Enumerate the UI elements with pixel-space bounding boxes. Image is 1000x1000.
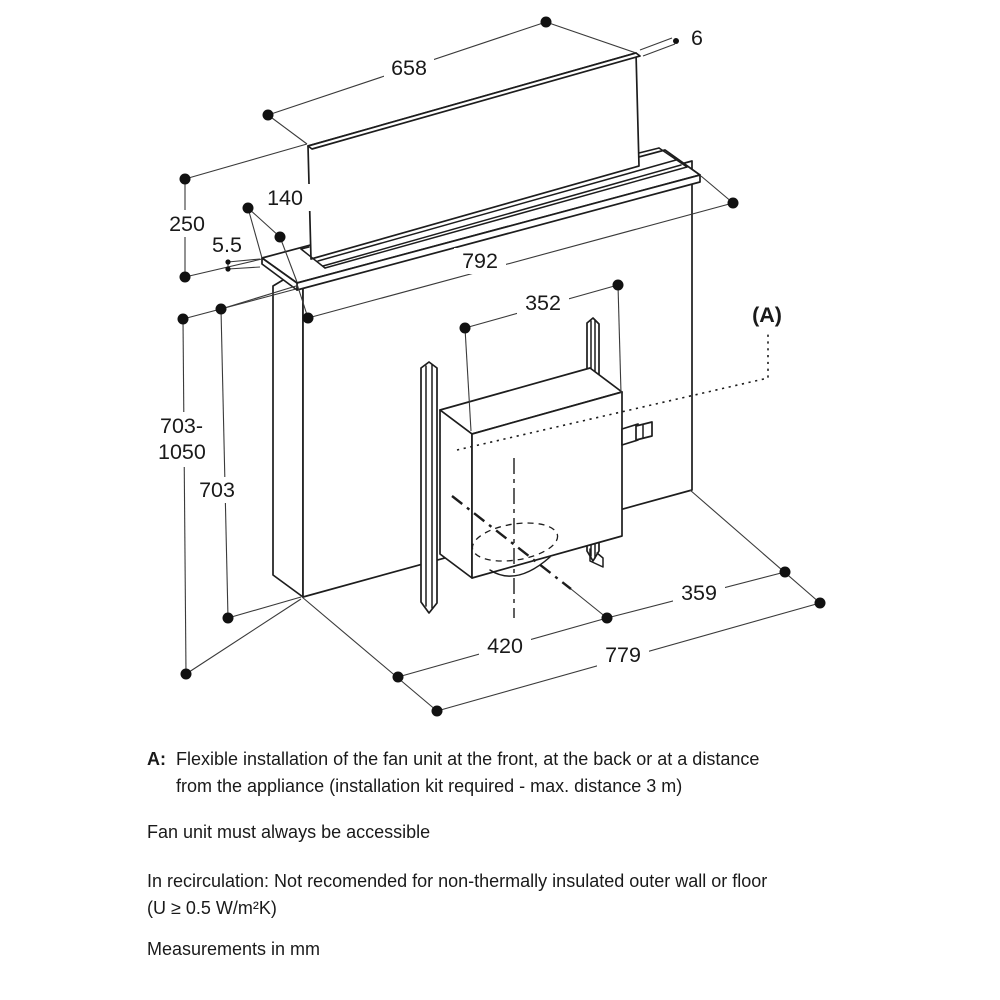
left-mounting-rail bbox=[421, 362, 437, 613]
note-accessibility: Fan unit must always be accessible bbox=[147, 822, 431, 842]
notes-block bbox=[147, 746, 887, 963]
dim-6-label: 6 bbox=[691, 26, 703, 50]
note-a-line2: from the appliance (installation kit required - max. distance 3 m) bbox=[176, 776, 683, 796]
dim-420-label: 420 bbox=[487, 634, 523, 658]
note-units: Measurements in mm bbox=[147, 939, 321, 959]
fan-unit-left-face bbox=[440, 410, 472, 578]
dim-140-label: 140 bbox=[267, 186, 303, 210]
dim-5-5-label: 5.5 bbox=[212, 233, 242, 257]
note-recirculation bbox=[147, 868, 887, 922]
dim-250-label: 250 bbox=[169, 212, 205, 236]
dim-779-label: 779 bbox=[605, 643, 641, 667]
dim-359-label: 359 bbox=[681, 581, 717, 605]
dim-658-label: 658 bbox=[391, 56, 427, 80]
note-a-label: A: bbox=[147, 749, 166, 769]
dim-792-label: 792 bbox=[462, 249, 498, 273]
note-a bbox=[147, 746, 887, 800]
dim-703-1050-label-line1: 703- bbox=[160, 414, 204, 438]
dim-352-label: 352 bbox=[525, 291, 561, 315]
note-a-line1: Flexible installation of the fan unit at the front, at the back or at a distance bbox=[176, 749, 760, 769]
callout-a-label: (A) bbox=[752, 303, 782, 327]
dim-703-label: 703 bbox=[199, 478, 235, 502]
note-recirculation-line2: (U ≥ 0.5 W/m²K) bbox=[147, 898, 277, 918]
note-recirculation-line1: In recirculation: Not recomended for non-thermally insulated outer wall or floor bbox=[147, 871, 768, 891]
dim-703-1050-label-line2: 1050 bbox=[158, 440, 206, 464]
body-left-face bbox=[273, 268, 303, 597]
